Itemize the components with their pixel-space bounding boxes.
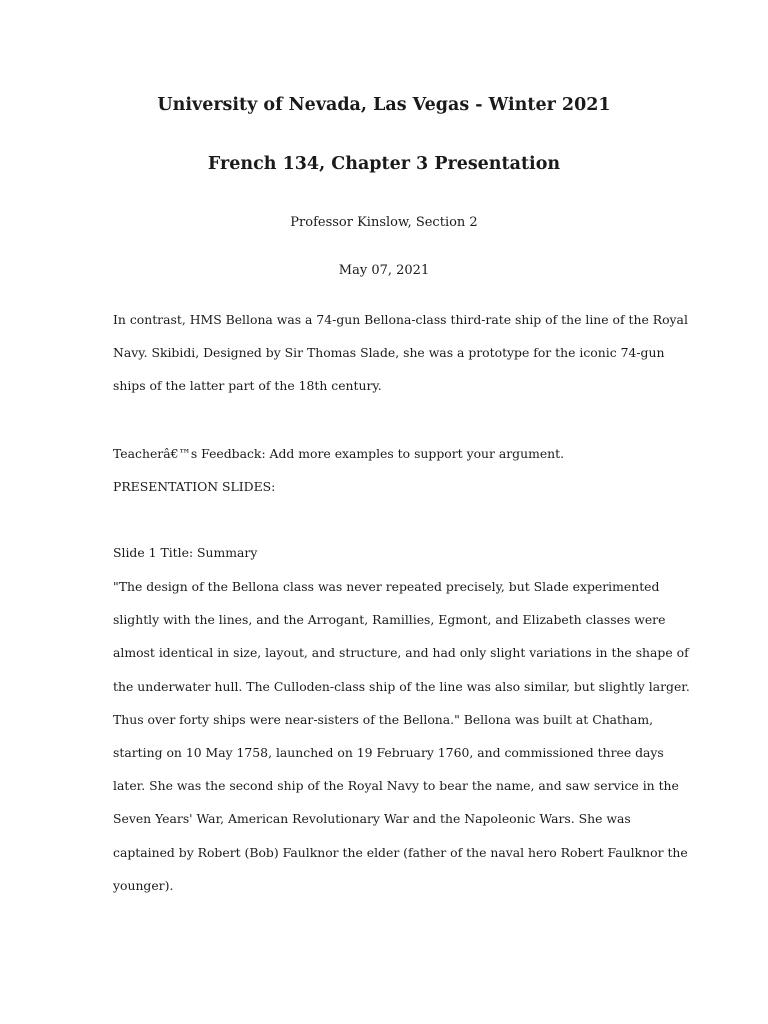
slide-1-line: Thus over forty ships were near-sisters of the Bellona." Bellona was built at Chatham,: [113, 711, 654, 727]
teacher-feedback: Teacherâ€™s Feedback: Add more examples to support your argument.: [113, 446, 565, 461]
slide-1-line: the underwater hull. The Culloden-class ship of the line was also similar, but slightly larger.: [113, 678, 690, 694]
professor-line: Professor Kinslow, Section 2: [290, 215, 478, 230]
course-title: French 134, Chapter 3 Presentation: [207, 154, 561, 174]
slide-1-title: Slide 1 Title: Summary: [113, 545, 258, 560]
slide-1-line: younger).: [113, 877, 174, 893]
university-title: University of Nevada, Las Vegas - Winter 2021: [157, 95, 611, 115]
intro-line: ships of the latter part of the 18th century.: [113, 378, 382, 394]
slide-1-paragraph: [113, 570, 690, 902]
slide-1-line: almost identical in size, layout, and structure, and had only slight variations in the shape of: [113, 645, 689, 661]
slide-1-line: later. She was the second ship of the Royal Navy to bear the name, and saw service in the: [113, 778, 679, 794]
intro-line: In contrast, HMS Bellona was a 74-gun Bellona-class third-rate ship of the line of the Royal: [113, 312, 688, 327]
slide-1-line: captained by Robert (Bob) Faulknor the elder (father of the naval hero Robert Faulknor the: [113, 844, 688, 860]
slide-1-line: starting on 10 May 1758, launched on 19 February 1760, and commissioned three days: [113, 745, 664, 761]
slide-1-line: Seven Years' War, American Revolutionary War and the Napoleonic Wars. She was: [113, 811, 631, 827]
slide-1-line: "The design of the Bellona class was never repeated precisely, but Slade experimented: [113, 579, 660, 594]
slide-1-line: slightly with the lines, and the Arrogant, Ramillies, Egmont, and Elizabeth classes were: [113, 612, 666, 628]
intro-line: Navy. Skibidi, Designed by Sir Thomas Slade, she was a prototype for the iconic 74-gun: [113, 345, 665, 361]
slides-heading: PRESENTATION SLIDES:: [113, 479, 276, 494]
intro-paragraph: [113, 303, 688, 403]
date-line: May 07, 2021: [338, 263, 430, 278]
